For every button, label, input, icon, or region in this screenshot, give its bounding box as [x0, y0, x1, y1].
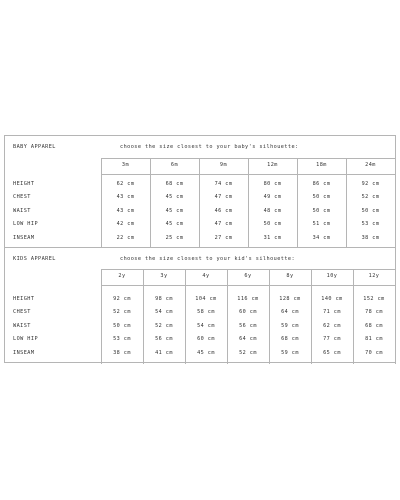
size-value: 50 cm: [312, 194, 331, 201]
size-value: 52 cm: [361, 194, 380, 201]
row-label: WAIST: [13, 322, 31, 329]
size-value: 77 cm: [323, 336, 341, 343]
size-value: 68 cm: [365, 322, 383, 329]
size-value: 58 cm: [197, 309, 215, 316]
column-rule: [395, 158, 396, 247]
size-value: 98 cm: [155, 296, 173, 302]
column-rule: [185, 269, 186, 364]
baby-section-title: BABY APPAREL: [13, 144, 56, 150]
column-rule: [143, 269, 144, 364]
size-value: 50 cm: [361, 207, 380, 214]
baby-intro-text: choose the size closest to your baby's silhouette:: [120, 144, 299, 150]
size-value: 92 cm: [113, 296, 131, 302]
size-value: 34 cm: [312, 234, 331, 241]
size-value: 51 cm: [312, 221, 331, 228]
size-header: 4y: [202, 273, 210, 279]
kids-intro-text: choose the size closest to your kid's silhouette:: [120, 256, 296, 262]
column-rule: [101, 269, 102, 364]
column-rule: [346, 158, 347, 247]
column-rule: [101, 158, 102, 247]
size-value: 48 cm: [263, 207, 282, 214]
size-value: 68 cm: [165, 181, 184, 187]
size-header: 8y: [286, 273, 294, 279]
column-rule: [150, 158, 151, 247]
size-header: 9m: [219, 162, 228, 168]
size-value: 68 cm: [281, 336, 299, 343]
size-value: 45 cm: [165, 207, 184, 214]
row-label: LOW HIP: [13, 336, 39, 343]
size-header: 2y: [118, 273, 126, 279]
size-header: 6m: [170, 162, 179, 168]
size-value: 59 cm: [281, 322, 299, 329]
size-header: 24m: [365, 162, 376, 168]
size-value: 60 cm: [197, 336, 215, 343]
size-value: 43 cm: [116, 207, 135, 214]
size-value: 45 cm: [165, 221, 184, 228]
size-value: 52 cm: [239, 349, 257, 356]
size-value: 54 cm: [197, 322, 215, 329]
size-header: 3y: [160, 273, 168, 279]
size-value: 47 cm: [214, 221, 233, 228]
size-value: 52 cm: [155, 322, 173, 329]
size-header: 3m: [121, 162, 130, 168]
row-label: INSEAM: [13, 349, 35, 356]
size-value: 31 cm: [263, 234, 282, 241]
column-rule: [199, 158, 200, 247]
row-label: CHEST: [13, 309, 31, 316]
header-rule: [101, 269, 395, 270]
header-rule: [101, 285, 395, 286]
size-value: 81 cm: [365, 336, 383, 343]
size-value: 38 cm: [113, 349, 131, 356]
size-value: 128 cm: [279, 296, 301, 302]
size-value: 42 cm: [116, 221, 135, 228]
size-value: 140 cm: [321, 296, 343, 302]
size-value: 65 cm: [323, 349, 341, 356]
column-rule: [395, 269, 396, 364]
size-value: 62 cm: [116, 181, 135, 187]
row-label: CHEST: [13, 194, 31, 201]
row-label: WAIST: [13, 207, 31, 214]
size-value: 47 cm: [214, 194, 233, 201]
size-value: 74 cm: [214, 181, 233, 187]
size-value: 49 cm: [263, 194, 282, 201]
size-value: 45 cm: [197, 349, 215, 356]
size-value: 25 cm: [165, 234, 184, 241]
size-value: 50 cm: [263, 221, 282, 228]
size-value: 56 cm: [155, 336, 173, 343]
column-rule: [297, 158, 298, 247]
size-value: 22 cm: [116, 234, 135, 241]
size-value: 152 cm: [363, 296, 385, 302]
size-value: 64 cm: [239, 336, 257, 343]
size-value: 50 cm: [113, 322, 131, 329]
size-value: 41 cm: [155, 349, 173, 356]
size-value: 50 cm: [312, 207, 331, 214]
column-rule: [227, 269, 228, 364]
size-value: 70 cm: [365, 349, 383, 356]
size-value: 71 cm: [323, 309, 341, 316]
size-value: 43 cm: [116, 194, 135, 201]
section-divider: [5, 247, 395, 248]
size-value: 59 cm: [281, 349, 299, 356]
size-value: 53 cm: [113, 336, 131, 343]
size-value: 86 cm: [312, 181, 331, 187]
column-rule: [311, 269, 312, 364]
size-value: 54 cm: [155, 309, 173, 316]
size-value: 60 cm: [239, 309, 257, 316]
column-rule: [248, 158, 249, 247]
row-label: HEIGHT: [13, 181, 35, 187]
size-value: 56 cm: [239, 322, 257, 329]
size-value: 45 cm: [165, 194, 184, 201]
size-value: 64 cm: [281, 309, 299, 316]
size-header: 10y: [326, 273, 338, 279]
size-header: 6y: [244, 273, 252, 279]
column-rule: [269, 269, 270, 364]
size-value: 27 cm: [214, 234, 233, 241]
size-value: 80 cm: [263, 181, 282, 187]
column-rule: [353, 269, 354, 364]
size-header: 12m: [267, 162, 278, 168]
size-value: 92 cm: [361, 181, 380, 187]
size-value: 52 cm: [113, 309, 131, 316]
row-label: INSEAM: [13, 234, 35, 241]
kids-section-title: KIDS APPAREL: [13, 256, 56, 262]
size-value: 104 cm: [195, 296, 217, 302]
size-value: 78 cm: [365, 309, 383, 316]
row-label: HEIGHT: [13, 296, 35, 302]
size-value: 62 cm: [323, 322, 341, 329]
size-value: 38 cm: [361, 234, 380, 241]
size-header: 12y: [368, 273, 380, 279]
size-value: 46 cm: [214, 207, 233, 214]
size-value: 116 cm: [237, 296, 259, 302]
row-label: LOW HIP: [13, 221, 39, 228]
size-value: 53 cm: [361, 221, 380, 228]
size-chart: [4, 135, 396, 363]
size-header: 18m: [316, 162, 327, 168]
